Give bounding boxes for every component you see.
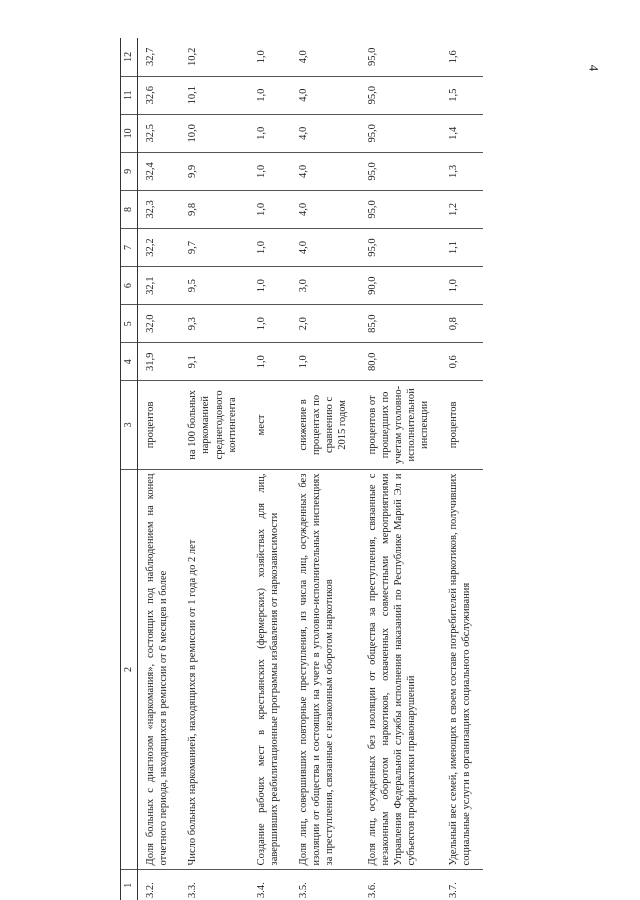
indicator-value: 95,0 — [360, 190, 442, 228]
indicator-value: 1,0 — [249, 305, 291, 343]
indicator-value: 9,1 — [180, 343, 249, 381]
indicator-value: 10,2 — [180, 38, 249, 76]
table-row — [441, 38, 483, 900]
indicator-description: Доля больных с диагнозом «наркомания», состоящих под наблюдением на конец отчетного периода, находящихся в ремиссии от 6 месяцев и более — [138, 469, 181, 870]
indicator-value: 0,6 — [441, 343, 483, 381]
row-number: 3.5. — [298, 882, 309, 898]
column-header-5: 5 — [121, 305, 138, 343]
indicator-value: 4,0 — [291, 229, 360, 267]
indicator-description: Доля лиц, осужденных без изоляции от общества за преступления, связанные с незаконным оборотом наркотиков, охваченных совместными мероприятиями Управления Федеральной службы исполнения наказаний по Республике Марий Эл и субъектов профилактики правонарушений — [360, 469, 442, 870]
indicator-value: 85,0 — [360, 305, 442, 343]
indicator-value: 32,7 — [138, 38, 181, 76]
indicator-value: 1,0 — [249, 190, 291, 228]
indicator-description: Доля лиц, совершивших повторные преступления, из числа лиц, осужденных без изоляции от общества и состоящих на учете в уголовно-исполнительных инспекциях за преступления, связанные с незаконным оборотом наркотиков — [291, 469, 360, 870]
indicator-value: 9,8 — [180, 190, 249, 228]
indicators-table — [120, 38, 483, 900]
column-header-1: 1 — [121, 870, 138, 900]
indicator-value: 1,0 — [249, 229, 291, 267]
unit-of-measure: мест — [249, 381, 291, 469]
indicator-description: Создание рабочих мест в крестьянских (фермерских) хозяйствах для лиц, завершивших реабилитационные программы избавления от наркозависимости — [249, 469, 291, 870]
indicator-value: 10,0 — [180, 114, 249, 152]
indicator-value: 1,0 — [249, 152, 291, 190]
indicator-value: 1,5 — [441, 76, 483, 114]
header-row — [121, 38, 138, 900]
indicator-value: 4,0 — [291, 38, 360, 76]
indicator-value: 3,0 — [291, 267, 360, 305]
indicator-value: 9,9 — [180, 152, 249, 190]
indicator-value: 32,4 — [138, 152, 181, 190]
unit-of-measure: на 100 больных наркоманией среднегодового контингента — [180, 381, 249, 469]
unit-of-measure: процентов от прошедших по учетам уголовно-исполнительной инспекции — [360, 381, 442, 469]
indicator-value: 1,0 — [249, 343, 291, 381]
indicator-value: 32,2 — [138, 229, 181, 267]
row-number: 3.7. — [448, 882, 460, 898]
row-number: 3.2. — [145, 882, 156, 898]
indicator-value: 95,0 — [360, 114, 442, 152]
indicator-value: 1,4 — [441, 114, 483, 152]
indicator-value: 9,3 — [180, 305, 249, 343]
indicator-value: 10,1 — [180, 76, 249, 114]
indicator-value: 1,2 — [441, 190, 483, 228]
indicator-value: 90,0 — [360, 267, 442, 305]
indicator-value: 9,5 — [180, 267, 249, 305]
table-body — [138, 38, 484, 900]
indicator-value: 32,6 — [138, 76, 181, 114]
indicator-value: 1,0 — [249, 76, 291, 114]
indicator-value: 1,1 — [441, 229, 483, 267]
indicator-value: 95,0 — [360, 229, 442, 267]
indicator-value: 1,3 — [441, 152, 483, 190]
table-row — [360, 38, 442, 900]
indicator-description: Удельный вес семей, имеющих в своем составе потребителей наркотиков, получивших социальные услуги в организациях социального обслуживания — [441, 469, 483, 870]
column-header-12: 12 — [121, 38, 138, 76]
indicator-value: 0,8 — [441, 305, 483, 343]
row-number: 3.3. — [187, 882, 199, 898]
row-number: 3.6. — [366, 882, 378, 898]
column-header-3: 3 — [121, 381, 138, 469]
indicator-value: 32,1 — [138, 267, 181, 305]
indicator-value: 1,0 — [441, 267, 483, 305]
column-header-8: 8 — [121, 190, 138, 228]
indicator-value: 31,9 — [138, 343, 181, 381]
indicator-value: 2,0 — [291, 305, 360, 343]
indicator-value: 80,0 — [360, 343, 442, 381]
indicator-description: Число больных наркоманией, находящихся в ремиссии от 1 года до 2 лет — [180, 469, 249, 870]
column-header-11: 11 — [121, 76, 138, 114]
indicator-value: 95,0 — [360, 38, 442, 76]
column-header-6: 6 — [121, 267, 138, 305]
indicator-value: 1,0 — [249, 267, 291, 305]
indicator-value: 9,7 — [180, 229, 249, 267]
indicator-value: 4,0 — [291, 190, 360, 228]
page-number: 4 — [586, 64, 602, 72]
indicator-value: 1,0 — [291, 343, 360, 381]
unit-of-measure: процентов — [138, 381, 181, 469]
table-container — [120, 20, 620, 900]
column-header-2: 2 — [121, 469, 138, 870]
column-header-7: 7 — [121, 229, 138, 267]
indicator-value: 95,0 — [360, 152, 442, 190]
table-row — [180, 38, 249, 900]
indicator-value: 4,0 — [291, 114, 360, 152]
table-row — [291, 38, 360, 900]
column-header-4: 4 — [121, 343, 138, 381]
indicator-value: 1,0 — [249, 38, 291, 76]
column-header-10: 10 — [121, 114, 138, 152]
indicator-value: 95,0 — [360, 76, 442, 114]
indicator-value: 32,5 — [138, 114, 181, 152]
unit-of-measure: процентов — [441, 381, 483, 469]
indicator-value: 32,3 — [138, 190, 181, 228]
indicator-value: 1,6 — [441, 38, 483, 76]
indicator-value: 4,0 — [291, 152, 360, 190]
indicator-value: 32,0 — [138, 305, 181, 343]
row-number: 3.4. — [255, 882, 267, 898]
indicator-value: 1,0 — [249, 114, 291, 152]
table-row — [249, 38, 291, 900]
indicator-value: 4,0 — [291, 76, 360, 114]
column-header-9: 9 — [121, 152, 138, 190]
table-row — [138, 38, 181, 900]
unit-of-measure: снижение в процентах по сравнению с 2015 годом — [291, 381, 360, 469]
